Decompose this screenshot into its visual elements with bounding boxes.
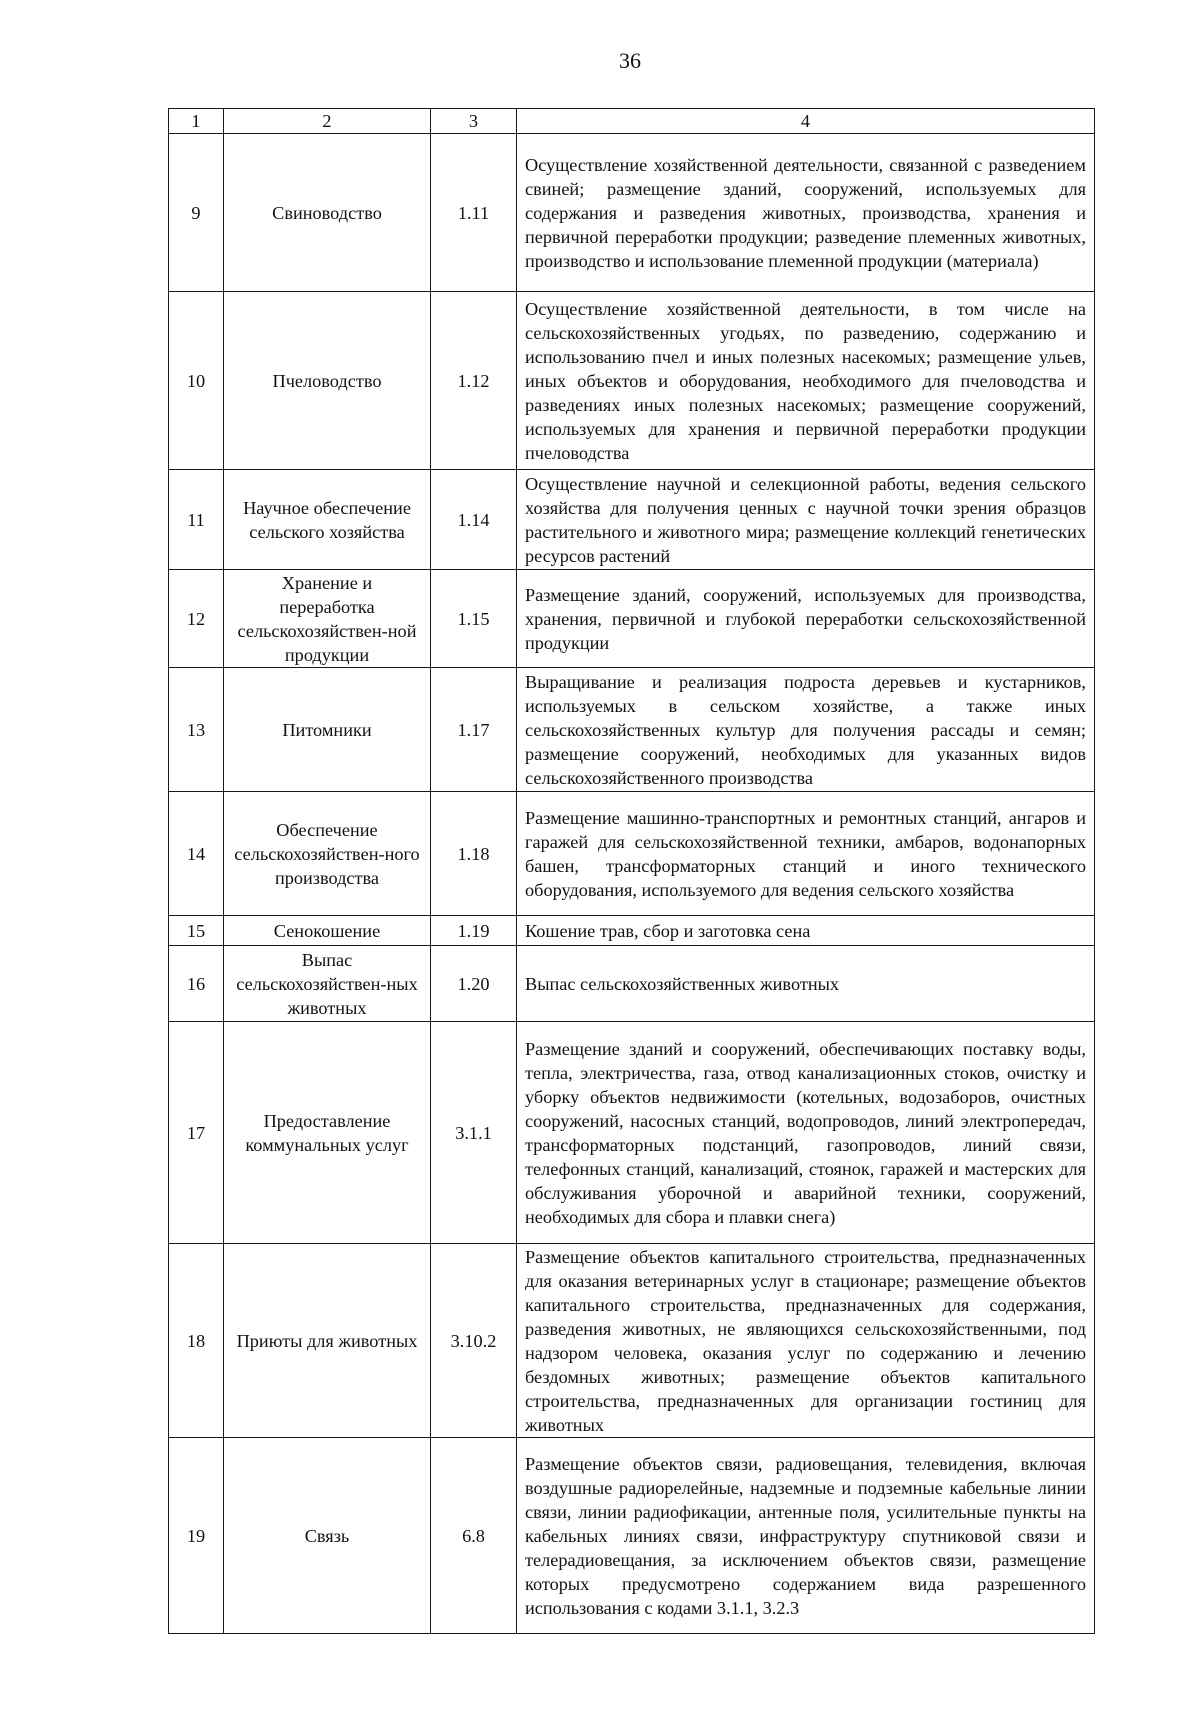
row-number: 17 [169, 1022, 224, 1244]
table-row [169, 946, 1095, 1022]
land-use-description: Осуществление хозяйственной деятельности, в том числе на сельскохозяйственных угодьях, по разведению, содержанию и использованию пчел и иных полезных насекомых; размещение ульев, иных объектов и оборудования, необходимого для пчеловодства и разведениях иных полезных насекомых; размещение сооружений, используемых для хранения и первичной переработки продукции пчеловодства [517, 292, 1095, 470]
land-use-code: 3.10.2 [431, 1244, 517, 1438]
table-row [169, 470, 1095, 570]
row-number: 9 [169, 134, 224, 292]
land-use-name: Предоставление коммунальных услуг [224, 1022, 431, 1244]
land-use-name: Свиноводство [224, 134, 431, 292]
row-number: 12 [169, 570, 224, 668]
row-number: 18 [169, 1244, 224, 1438]
header-col-1: 1 [169, 109, 224, 134]
header-col-4: 4 [517, 109, 1095, 134]
land-use-code: 1.15 [431, 570, 517, 668]
land-use-code: 1.11 [431, 134, 517, 292]
land-use-name: Обеспечение сельскохозяйствен-ного производства [224, 792, 431, 916]
table-row [169, 134, 1095, 292]
land-use-table [168, 108, 1095, 1634]
land-use-name: Выпас сельскохозяйствен-ных животных [224, 946, 431, 1022]
table-header-row [169, 109, 1095, 134]
row-number: 19 [169, 1438, 224, 1634]
land-use-name: Научное обеспечение сельского хозяйства [224, 470, 431, 570]
land-use-description: Осуществление хозяйственной деятельности, связанной с разведением свиней; размещение зданий, сооружений, используемых для содержания и разведения животных, производства, хранения и первичной переработки продукции; разведение племенных животных, производство и использование племенной продукции (материала) [517, 134, 1095, 292]
land-use-description: Осуществление научной и селекционной работы, ведения сельского хозяйства для получения ценных с научной точки зрения образцов растительного и животного мира; размещение коллекций генетических ресурсов растений [517, 470, 1095, 570]
land-use-description: Размещение зданий и сооружений, обеспечивающих поставку воды, тепла, электричества, газа, отвод канализационных стоков, очистку и уборку объектов недвижимости (котельных, водозаборов, очистных сооружений, насосных станций, водопроводов, линий электропередач, трансформаторных подстанций, газопроводов, линий связи, телефонных станций, канализаций, стоянок, гаражей и мастерских для обслуживания уборочной и аварийной техники, сооружений, необходимых для сбора и плавки снега) [517, 1022, 1095, 1244]
table-row [169, 1022, 1095, 1244]
land-use-name: Пчеловодство [224, 292, 431, 470]
table-row [169, 1438, 1095, 1634]
header-col-3: 3 [431, 109, 517, 134]
land-use-name: Питомники [224, 668, 431, 792]
page-number: 36 [619, 48, 641, 73]
land-use-description: Размещение машинно-транспортных и ремонтных станций, ангаров и гаражей для сельскохозяйственной техники, амбаров, водонапорных башен, трансформаторных станций и иного технического оборудования, используемого для ведения сельского хозяйства [517, 792, 1095, 916]
row-number: 16 [169, 946, 224, 1022]
row-number: 15 [169, 916, 224, 946]
table-row [169, 668, 1095, 792]
land-use-code: 1.20 [431, 946, 517, 1022]
row-number: 13 [169, 668, 224, 792]
table-row [169, 792, 1095, 916]
table-row [169, 292, 1095, 470]
land-use-description: Размещение объектов связи, радиовещания, телевидения, включая воздушные радиорелейные, надземные и подземные кабельные линии связи, линии радиофикации, антенные поля, усилительные пункты на кабельных линиях связи, инфраструктуру спутниковой связи и телерадиовещания, за исключением объектов связи, размещение которых предусмотрено содержанием вида разрешенного использования с кодами 3.1.1, 3.2.3 [517, 1438, 1095, 1634]
land-use-description: Размещение зданий, сооружений, используемых для производства, хранения, первичной и глубокой переработки сельскохозяйственной продукции [517, 570, 1095, 668]
land-use-code: 1.18 [431, 792, 517, 916]
land-use-description: Кошение трав, сбор и заготовка сена [517, 916, 1095, 946]
table-row [169, 916, 1095, 946]
land-use-name: Связь [224, 1438, 431, 1634]
land-use-code: 1.19 [431, 916, 517, 946]
land-use-name: Хранение и переработка сельскохозяйствен-ной продукции [224, 570, 431, 668]
table-row [169, 570, 1095, 668]
land-use-code: 1.12 [431, 292, 517, 470]
row-number: 11 [169, 470, 224, 570]
land-use-code: 3.1.1 [431, 1022, 517, 1244]
row-number: 14 [169, 792, 224, 916]
land-use-code: 1.17 [431, 668, 517, 792]
land-use-description: Выпас сельскохозяйственных животных [517, 946, 1095, 1022]
header-col-2: 2 [224, 109, 431, 134]
land-use-name: Сенокошение [224, 916, 431, 946]
land-use-name: Приюты для животных [224, 1244, 431, 1438]
land-use-description: Размещение объектов капитального строительства, предназначенных для оказания ветеринарных услуг в стационаре; размещение объектов капитального строительства, предназначенных для содержания, разведения животных, не являющихся сельскохозяйственными, под надзором человека, оказания услуг по содержанию и лечению бездомных животных; размещение объектов капитального строительства, предназначенных для организации гостиниц для животных [517, 1244, 1095, 1438]
table-row [169, 1244, 1095, 1438]
land-use-code: 1.14 [431, 470, 517, 570]
land-use-description: Выращивание и реализация подроста деревьев и кустарников, используемых в сельском хозяйстве, а также иных сельскохозяйственных культур для получения рассады и семян; размещение сооружений, необходимых для указанных видов сельскохозяйственного производства [517, 668, 1095, 792]
land-use-code: 6.8 [431, 1438, 517, 1634]
row-number: 10 [169, 292, 224, 470]
